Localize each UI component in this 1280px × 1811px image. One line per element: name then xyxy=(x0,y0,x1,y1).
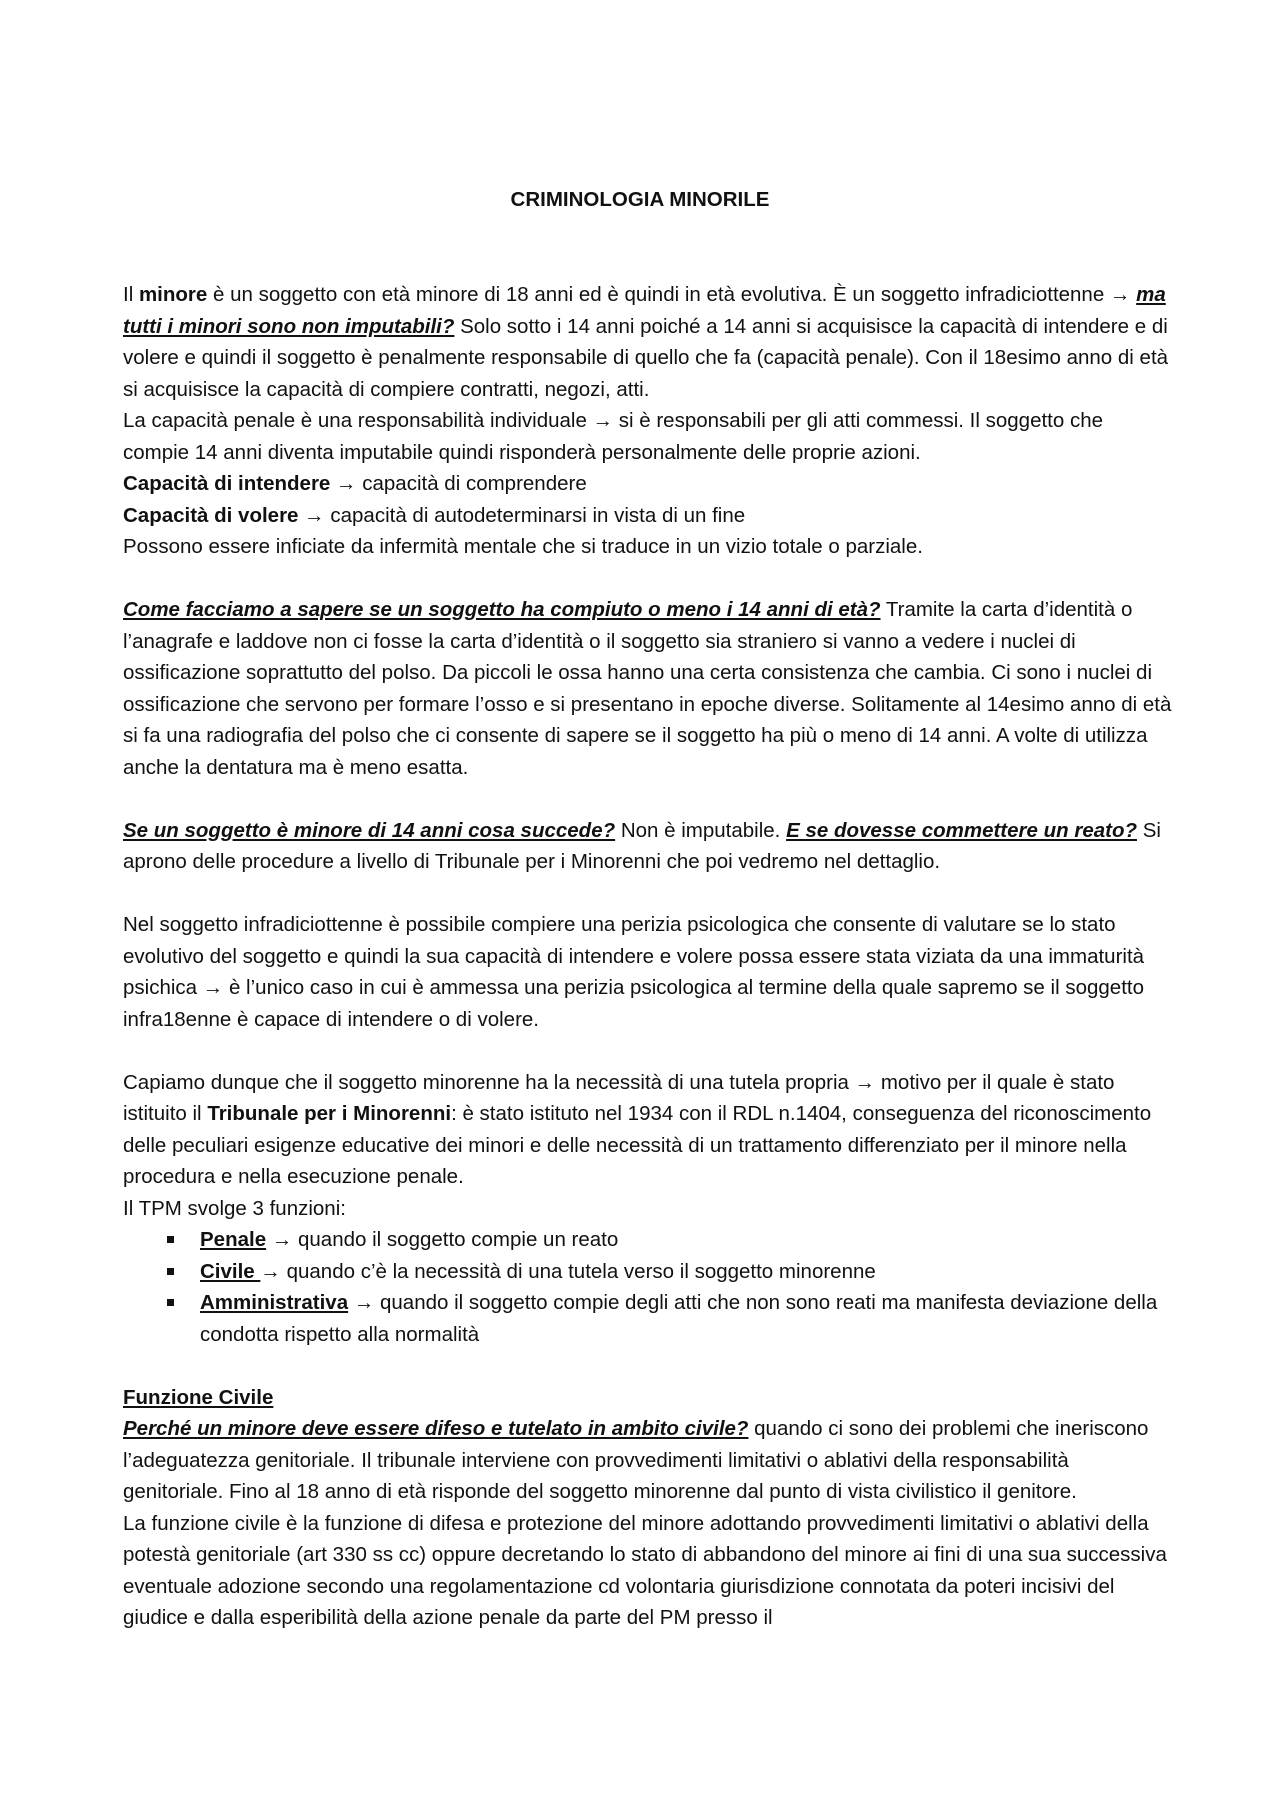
definition-volere xyxy=(123,500,1173,532)
paragraph-funzione-civile: La funzione civile è la funzione di difesa e protezione del minore adottando provvedimenti limitativi o ablativi della potestà genitoriale (art 330 ss cc) oppure decretando lo stato di abbandono del minore ai fini di una sua successiva eventuale adozione secondo una regolamentazione cd volontaria giurisdizione connotata da poteri incisivi del giudice e dalla esperibilità della azione penale da parte del PM presso il xyxy=(123,1511,1167,1629)
function-text: quando il soggetto compie un reato xyxy=(292,1228,619,1251)
function-text: quando il soggetto compie degli atti che non sono reati ma manifesta deviazione della condotta rispetto alla normalità xyxy=(200,1291,1158,1346)
bullet-square-icon xyxy=(167,1236,174,1243)
paragraph-minore-14 xyxy=(123,815,1173,878)
paragraph-gap xyxy=(123,563,1173,595)
text-span: La capacità penale è una responsabilità individuale xyxy=(123,409,593,432)
list-item-civile xyxy=(123,1256,1173,1288)
bold-term-intendere: Capacità di intendere xyxy=(123,472,331,495)
text-span: : è stato istituto nel 1934 con il RDL n.1404, conseguenza del riconoscimento delle peculiari esigenze educative dei minori e delle necessità di un trattamento differenziato per il minore nella procedura e nella esecuzione penale. xyxy=(123,1102,1152,1188)
bold-term-tribunale: Tribunale per i Minorenni xyxy=(207,1102,452,1125)
function-text: quando c’è la necessità di una tutela verso il soggetto minorenne xyxy=(280,1259,876,1283)
paragraph-minore xyxy=(123,279,1173,405)
text-span: è l’unico caso in cui è ammessa una perizia psicologica al termine della quale sapremo se il soggetto infra18enne è capace di intendere o di volere. xyxy=(123,976,1144,1031)
paragraph-tribunale xyxy=(123,1067,1173,1193)
question-14-anni: Come facciamo a sapere se un soggetto ha compiuto o meno i 14 anni di età? xyxy=(123,598,881,621)
arrow-icon: → xyxy=(353,1291,375,1314)
page-title: CRIMINOLOGIA MINORILE xyxy=(510,188,770,211)
arrow-icon: → xyxy=(592,409,614,432)
arrow-icon: → xyxy=(854,1070,876,1094)
paragraph-gap xyxy=(123,1035,1173,1067)
arrow-icon: → xyxy=(336,472,357,495)
question-cosa-succede: Se un soggetto è minore di 14 anni cosa succede? xyxy=(123,818,616,842)
paragraph-gap xyxy=(123,783,1173,815)
text-span: Si aprono delle procedure a livello di Tribunale per i Minorenni che poi vedremo nel dettaglio. xyxy=(123,818,1161,873)
arrow-icon: → xyxy=(271,1228,293,1251)
arrow-icon: → xyxy=(260,1259,281,1283)
paragraph-difeso-tutelato xyxy=(123,1413,1173,1508)
question-reato: E se dovesse commettere un reato? xyxy=(786,818,1137,842)
paragraph-perizia xyxy=(123,909,1173,1035)
question-ambito-civile: Perché un minore deve essere difeso e tutelato in ambito civile? xyxy=(123,1417,749,1440)
text-span: motivo per il quale è stato istituito il xyxy=(123,1070,1115,1125)
function-label: Amministrativa xyxy=(200,1291,349,1314)
document-body xyxy=(123,279,1173,1634)
definition-intendere xyxy=(123,468,1173,500)
text-span: si è responsabili per gli atti commessi. Il soggetto che compie 14 anni diventa imputabile quindi risponderà personalmente delle proprie azioni. xyxy=(123,409,1104,464)
arrow-icon: → xyxy=(1109,283,1131,306)
text-span: Nel soggetto infradiciottenne è possibile compiere una perizia psicologica che consente di valutare se lo stato evolutivo del soggetto e quindi la sua capacità di intendere e volere possa essere stata viziata da una immaturità psichica xyxy=(123,913,1145,999)
bold-term-minore: minore xyxy=(138,283,208,306)
functions-list xyxy=(123,1224,1173,1350)
bold-term-volere: Capacità di volere xyxy=(123,503,299,527)
paragraph-tpm-funzioni: Il TPM svolge 3 funzioni: xyxy=(123,1196,346,1220)
paragraph-inficiate: Possono essere inficiate da infermità mentale che si traduce in un vizio totale o parziale. xyxy=(123,535,923,558)
function-label: Penale xyxy=(200,1228,267,1251)
question-imputabili: ma tutti i minori sono non imputabili? xyxy=(123,283,1166,338)
arrow-icon: → xyxy=(304,503,325,527)
list-item-penale xyxy=(123,1224,1173,1256)
text-span: Solo sotto i 14 anni poiché a 14 anni si acquisisce la capacità di intendere e di volere e quindi il soggetto è penalmente responsabile di quello che fa (capacità penale). Con il 18esimo anno di età si acquisisce la capacità di compiere contratti, negozi, atti. xyxy=(123,314,1169,401)
paragraph-capacita-penale xyxy=(123,405,1173,468)
text-span: capacità di comprendere xyxy=(356,472,587,495)
text-span: Non è imputabile. xyxy=(615,818,787,842)
text-span: capacità di autodeterminarsi in vista di un fine xyxy=(324,503,746,527)
bullet-square-icon xyxy=(167,1268,174,1275)
list-item-amministrativa xyxy=(123,1287,1173,1350)
bullet-square-icon xyxy=(167,1299,174,1306)
arrow-icon: → xyxy=(202,976,224,999)
text-span: Tramite la carta d’identità o l’anagrafe e laddove non ci fosse la carta d’identità o il soggetto sia straniero si vanno a vedere i nuclei di ossificazione soprattutto del polso. Da piccoli le ossa hanno una certa consistenza che cambia. Ci sono i nuclei di ossificazione che servono per formare l’osso e si presentano in epoche diverse. Solitamente al 14esimo anno di età si fa una radiografia del polso che ci consente di sapere se il soggetto ha più o meno di 14 anni. A volte di utilizza anche la dentatura ma è meno esatta. xyxy=(123,598,1172,779)
text-span: è un soggetto con età minore di 18 anni ed è quindi in età evolutiva. È un soggetto infradiciottenne xyxy=(207,283,1110,306)
text-span: quando ci sono dei problemi che ineriscono l’adeguatezza genitoriale. Il tribunale interviene con provvedimenti limitativi o ablativi della responsabilità genitoriale. Fino al 18 anno di età risponde del soggetto minorenne dal punto di vista civilistico il genitore. xyxy=(123,1417,1149,1503)
text-span: Capiamo dunque che il soggetto minorenne ha la necessità di una tutela propria xyxy=(123,1070,855,1094)
text-span: Il xyxy=(123,283,139,306)
paragraph-gap xyxy=(123,878,1173,910)
paragraph-gap xyxy=(123,1350,1173,1382)
function-label: Civile xyxy=(200,1259,261,1283)
section-heading-funzione-civile: Funzione Civile xyxy=(123,1385,274,1409)
paragraph-14-anni xyxy=(123,594,1173,783)
